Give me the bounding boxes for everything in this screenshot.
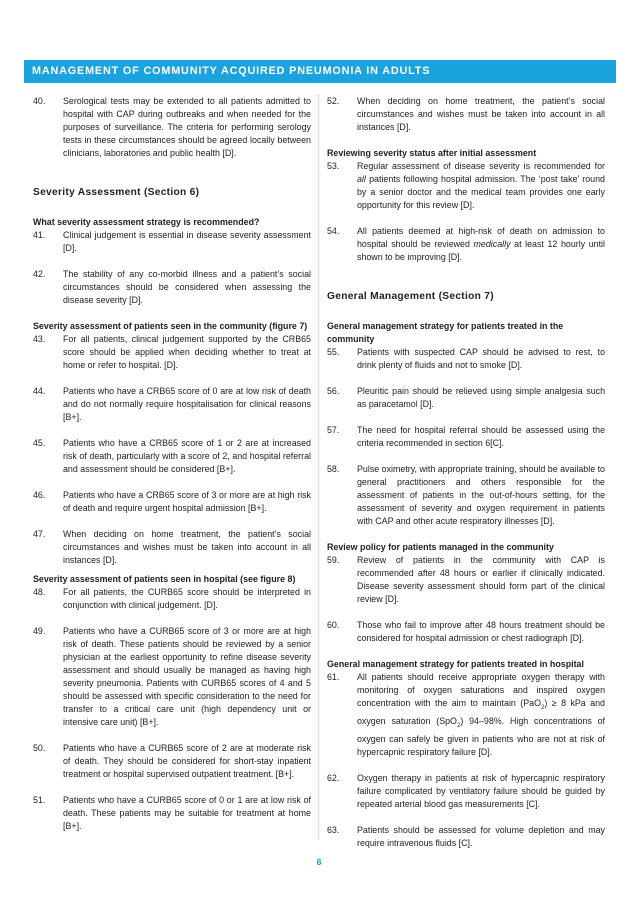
item-text: Patients who have a CURB65 score of 0 or 1 are at low risk of death. These patients may be suitable for treatment at home [B+]. <box>63 795 311 831</box>
item-number: 43. <box>33 334 46 344</box>
item-number: 50. <box>33 743 46 753</box>
item-text: Pleuritic pain should be relieved using simple analgesia such as paracetamol [D]. <box>357 386 605 409</box>
recommendation-59 <box>327 554 605 606</box>
column-divider <box>318 95 319 840</box>
subheading-reviewing-severity: Reviewing severity status after initial assessment <box>327 148 537 158</box>
item-text: Regular assessment of disease severity is recommended for all patients following hospital admission. The ‘post take’ round by a senior doctor and the medical team provides one early opportunity for this review [D]. <box>357 161 605 210</box>
recommendation-46 <box>33 489 311 515</box>
item-text: Clinical judgement is essential in disease severity assessment [D]. <box>63 230 311 253</box>
item-number: 51. <box>33 795 46 805</box>
subheading-hospital-management: General management strategy for patients treated in hospital <box>327 659 584 669</box>
subheading-severity-strategy: What severity assessment strategy is recommended? <box>33 217 260 227</box>
item-number: 61. <box>327 672 340 682</box>
item-text: Patients who have a CURB65 score of 3 or more are at high risk of death. These patients should be reviewed by a senior physician at the earliest opportunity to refine disease severity assessment and should usually be managed as having high severity pneumonia. Patients with CURB65 scores of 4 and 5 should be assessed with specific consideration to the need for transfer to a critical care unit (high dependency unit or intensive care unit) [B+]. <box>63 626 311 727</box>
subheading-hospital-severity: Severity assessment of patients seen in hospital (see figure 8) <box>33 574 296 584</box>
right-column <box>327 95 605 850</box>
item-number: 56. <box>327 386 340 396</box>
item-text: Patients who have a CRB65 score of 1 or 2 are at increased risk of death, particularly with a score of 2, and hospital referral and assessment should be considered [B+]. <box>63 438 311 474</box>
recommendation-43 <box>33 333 311 372</box>
recommendation-63 <box>327 824 605 850</box>
item-number: 40. <box>33 96 46 106</box>
recommendation-47 <box>33 528 311 567</box>
item-number: 45. <box>33 438 46 448</box>
item-text: Review of patients in the community with CAP is recommended after 48 hours or earlier if clinically indicated. Disease severity assessment should form part of the clinical review [D]. <box>357 555 605 604</box>
item-number: 54. <box>327 226 340 236</box>
item-text: When deciding on home treatment, the patient’s social circumstances and wishes must be taken into account in all instances [D]. <box>63 529 311 565</box>
item-number: 47. <box>33 529 46 539</box>
item-number: 53. <box>327 161 340 171</box>
item-number: 59. <box>327 555 340 565</box>
recommendation-40 <box>33 95 311 160</box>
recommendation-54 <box>327 225 605 264</box>
item-number: 62. <box>327 772 340 783</box>
recommendation-48 <box>33 586 311 612</box>
item-text: All patients deemed at high-risk of death on admission to hospital should be reviewed medically at least 12 hourly until shown to be improving [D]. <box>357 226 605 262</box>
item-text: When deciding on home treatment, the patient’s social circumstances and wishes must be taken into account in all instances [D]. <box>357 96 605 132</box>
item-number: 63. <box>327 824 340 835</box>
recommendation-51 <box>33 794 311 833</box>
subheading-community-management: General management strategy for patients treated in the community <box>327 321 564 344</box>
section-heading-severity: Severity Assessment (Section 6) <box>33 187 200 198</box>
item-text: The stability of any co-morbid illness and a patient’s social circumstances should be considered when assessing the disease severity [D]. <box>63 269 311 305</box>
recommendation-52 <box>327 95 605 134</box>
item-number: 60. <box>327 620 340 630</box>
item-text: Patients should be assessed for volume depletion and may require intravenous fluids [C]. <box>357 824 605 848</box>
item-number: 46. <box>33 490 46 500</box>
page-header-banner: MANAGEMENT OF COMMUNITY ACQUIRED PNEUMONIA IN ADULTS <box>24 60 616 83</box>
item-number: 52. <box>327 96 340 106</box>
item-text: Pulse oximetry, with appropriate training, should be available to general practitioners and others responsible for the assessment of patients in the out-of-hours setting, for the assessment of severity and oxygen requirement in patients with CAP and other acute respiratory illnesses [D]. <box>357 464 605 526</box>
recommendation-58 <box>327 463 605 528</box>
item-text: Oxygen therapy in patients at risk of hypercapnic respiratory failure complicated by ventilatory failure should be guided by repeated arterial blood gas measurements [C]. <box>357 772 605 809</box>
item-number: 48. <box>33 587 46 597</box>
item-text: Patients who have a CRB65 score of 0 are at low risk of death and do not normally require hospitalisation for clinical reasons [B+]. <box>63 386 311 422</box>
section-heading-general-management: General Management (Section 7) <box>327 291 494 302</box>
item-text: All patients should receive appropriate oxygen therapy with monitoring of oxygen saturations and inspired oxygen concentration with the aim to maintain (PaO$_2$) ≥ 8 kPa and oxygen saturation (SpO$_2$) 94–98%. High concentrations of oxygen can safely be given in patients who are not at risk of hypercapnic respiratory failure [D]. <box>357 672 605 757</box>
recommendation-49 <box>33 625 311 729</box>
item-number: 58. <box>327 464 340 474</box>
left-column <box>33 95 311 833</box>
item-number: 55. <box>327 347 340 357</box>
recommendation-42 <box>33 268 311 307</box>
item-text: Those who fail to improve after 48 hours treatment should be considered for hospital admission or chest radiograph [D]. <box>357 620 605 643</box>
item-text: The need for hospital referral should be assessed using the criteria recommended in section 6[C]. <box>357 425 605 448</box>
recommendation-45 <box>33 437 311 476</box>
recommendation-55 <box>327 346 605 372</box>
item-number: 42. <box>33 269 46 279</box>
subheading-community-severity: Severity assessment of patients seen in the community (figure 7) <box>33 321 308 331</box>
recommendation-50 <box>33 742 311 781</box>
recommendation-53 <box>327 160 605 212</box>
item-number: 41. <box>33 230 46 240</box>
recommendation-57 <box>327 424 605 450</box>
recommendation-60 <box>327 619 605 645</box>
item-text: Serological tests may be extended to all patients admitted to hospital with CAP during outbreaks and when needed for the purposes of surveillance. The criteria for performing serology tests in these circumstances should be agreed locally between clinicians, laboratories and public health [D]. <box>63 96 311 158</box>
item-text: Patients who have a CURB65 score of 2 are at moderate risk of death. They should be considered for short-stay inpatient treatment or hospital supervised outpatient treatment. [B+]. <box>63 743 311 779</box>
page-number: 6 <box>316 857 322 867</box>
recommendation-62 <box>327 772 605 811</box>
recommendation-61 <box>327 671 605 759</box>
item-text: Patients with suspected CAP should be advised to rest, to drink plenty of fluids and not to smoke [D]. <box>357 347 605 370</box>
item-text: For all patients, clinical judgement supported by the CRB65 score should be applied when deciding whether to treat at home or refer to hospital. [D]. <box>63 334 311 370</box>
item-text: For all patients, the CURB65 score should be interpreted in conjunction with clinical judgement. [D]. <box>63 587 311 610</box>
item-number: 49. <box>33 626 46 636</box>
recommendation-44 <box>33 385 311 424</box>
recommendation-41 <box>33 229 311 255</box>
recommendation-56 <box>327 385 605 411</box>
subheading-review-policy: Review policy for patients managed in the community <box>327 542 554 552</box>
item-text: Patients who have a CRB65 score of 3 or more are at high risk of death and require urgent hospital admission [B+]. <box>63 490 311 513</box>
item-number: 44. <box>33 386 46 396</box>
item-number: 57. <box>327 425 340 435</box>
